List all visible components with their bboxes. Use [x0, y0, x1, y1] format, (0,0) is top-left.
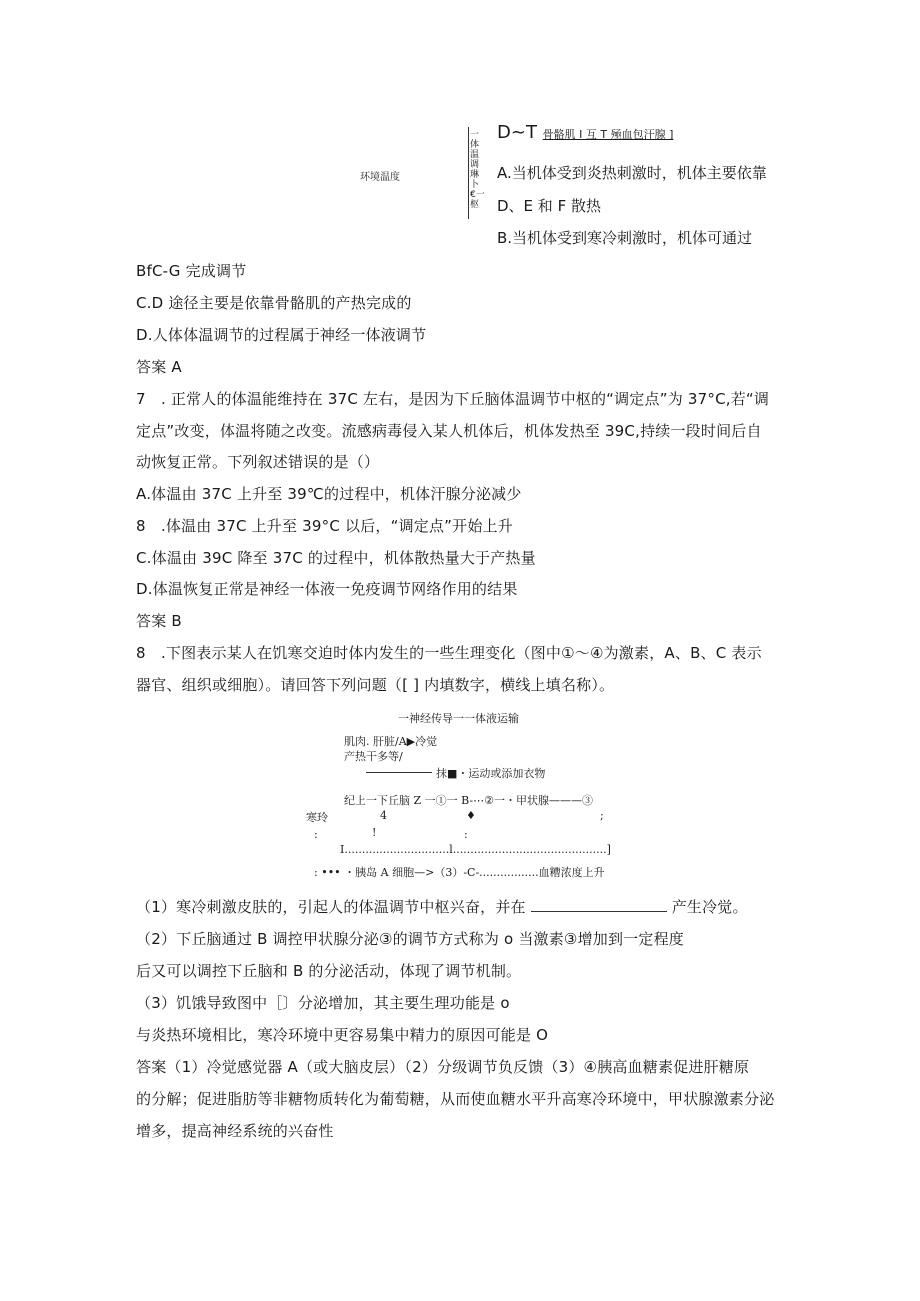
- bracket-bar: [468, 127, 469, 219]
- question-3: （3）饥饿导致图中［〕分泌增加，其主要生理功能是 o: [136, 994, 510, 1012]
- answer-line: 答案 B: [136, 612, 182, 630]
- question-3-cont: 与炎热环境相比，寒冷环境中更容易集中精力的原因可能是 O: [136, 1026, 549, 1044]
- diagram-cold-label: 寒玲: [306, 811, 328, 824]
- diagram-row: : ••• ・胰岛 A 细胞—>（3）-C-.................血糟浓度上升: [314, 866, 605, 879]
- question-8: 8 .下图表示某人在饥寒交迫时体内发生的一些生理变化（图中①～④为激素，A、B、C 表示: [136, 644, 762, 662]
- question-7: 7 . 正常人的体温能维持在 37C 左右，是因为下丘脑体温调节中枢的“调定点”为 37°C,若“调: [136, 390, 770, 408]
- question-1: [136, 896, 748, 917]
- diagram-title: 一神经传导一一体液运输: [398, 712, 519, 725]
- diagram-diamond: ♦: [466, 809, 476, 822]
- option-a-cont: D、E 和 F 散热: [497, 197, 601, 215]
- q1-text: （1）寒冷刺激皮肤的，引起人的体温调节中枢兴奋，并在: [136, 898, 526, 916]
- answer-line: 的分解；促进脂肪等非糖物质转化为葡萄糖，从而使血糖水平升高寒冷环境中，甲状腺激素分泌: [136, 1090, 775, 1108]
- text-line: 定点”改变，体温将随之改变。流感病毒侵入某人机体后，机体发热至 39C,持续一段时间后自: [136, 422, 762, 440]
- option-a: A.当机体受到炎热刺激时，机体主要依靠: [497, 164, 767, 182]
- text-line: C.D 途径主要是依靠骨骼肌的产热完成的: [136, 294, 412, 312]
- text-line: 动恢复正常。下列叙述错误的是（）: [136, 453, 380, 471]
- diagram-num: 4: [380, 809, 387, 822]
- answer-line: 增多，提高神经系统的兴奋性: [136, 1122, 334, 1140]
- question-2: （2）下丘脑通过 B 调控甲状腺分泌③的调节方式称为 o 当激素③增加到一定程度: [136, 930, 684, 948]
- env-temperature-label: 环境温度: [360, 172, 400, 183]
- question-2-cont: 后又可以调控下丘脑和 B 的分泌活动，体现了调节机制。: [136, 962, 522, 980]
- diagram-row: 纪上一下丘脑 Z 一①一 B-⋯②一・甲状腺———③: [344, 794, 593, 807]
- option-line: D.体温恢复正常是神经一体液一免疫调节网络作用的结果: [136, 580, 518, 598]
- diagram-mark: ;: [600, 809, 604, 822]
- answer-blank: [531, 897, 667, 912]
- answer-line: 答案 A: [136, 358, 182, 376]
- diagram-mark: :: [314, 828, 318, 841]
- answer-line: 答案（1）冷觉感觉器 A（或大脑皮层）（2）分级调节负反馈（3）④胰高血糖素促进肝糖原: [136, 1058, 750, 1076]
- diagram-row: 产热干多等/: [344, 750, 403, 763]
- option-line: A.体温由 37C 上升至 39℃的过程中，机体汗腺分泌减少: [136, 485, 522, 503]
- option-b: B.当机体受到寒冷刺激时，机体可通过: [497, 229, 753, 247]
- diagram-line: [366, 772, 432, 773]
- text-line: 器官、组织或细胞）。请回答下列问题（[ ] 内填数字，横线上填名称）。: [136, 676, 615, 694]
- option-line: C.体温由 39C 降至 37C 的过程中，机体散热量大于产热量: [136, 549, 536, 567]
- top-right-heading: [497, 122, 673, 143]
- option-line: 8 .体温由 37C 上升至 39°C 以后，“调定点”开始上升: [136, 517, 513, 535]
- q1-text-end: 产生冷觉。: [671, 898, 748, 916]
- top-right-small: 骨骼肌 I 互 T 殛血包汗腺 ]: [542, 128, 674, 141]
- diagram-row: 抹■・运动或添加衣物: [436, 767, 546, 780]
- text-line: D.人体体温调节的过程属于神经一体液调节: [136, 326, 427, 344]
- diagram-mark: !: [372, 826, 377, 839]
- diagram-row: I..............................l............................................]: [340, 843, 611, 856]
- diagram-row: 肌肉. 肝脏/A▶冷觉: [344, 735, 438, 748]
- diagram-mark: :: [464, 828, 468, 841]
- top-right-main: D~T: [497, 122, 537, 143]
- vertical-label: 一体温调琳卜€一枢: [470, 130, 485, 210]
- text-line: BfC-G 完成调节: [136, 262, 247, 280]
